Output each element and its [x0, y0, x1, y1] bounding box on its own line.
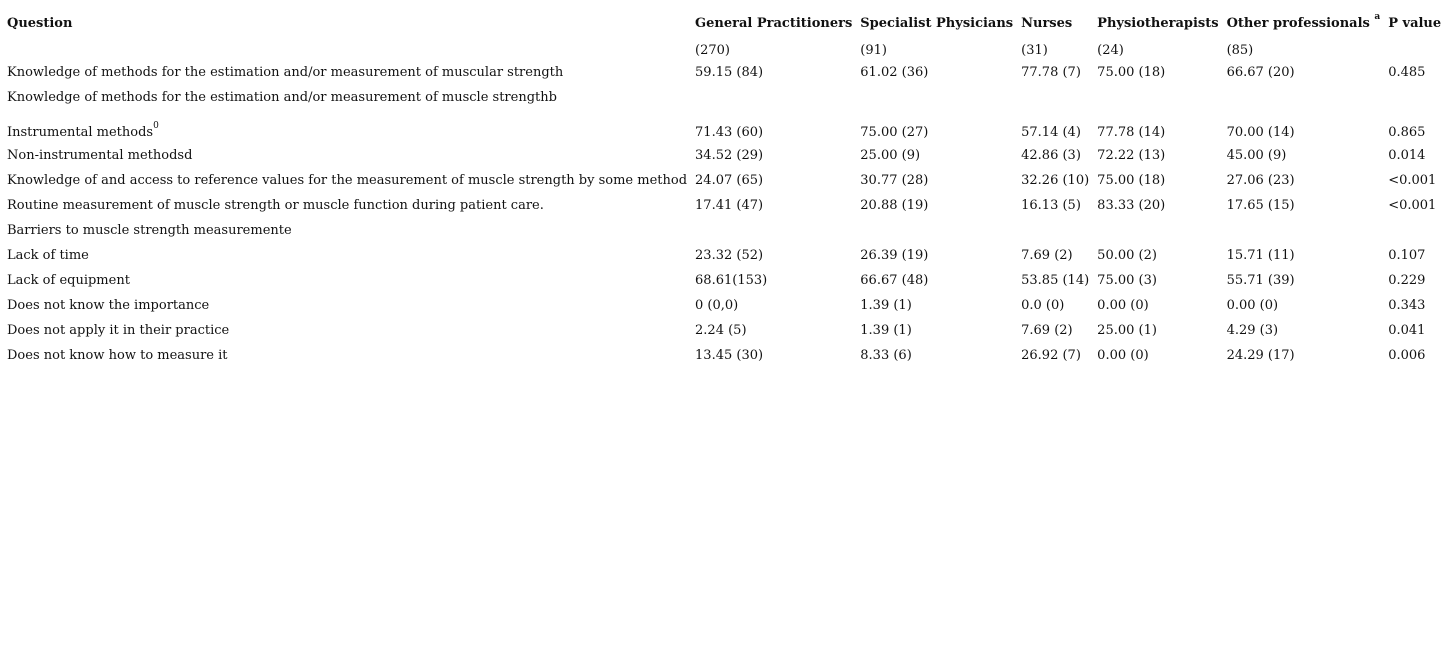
cell-general-practitioners: 71.43 (60) — [695, 125, 764, 140]
cell-other-professionals: 15.71 (11) — [1226, 248, 1295, 263]
row-question-label: Instrumental methods — [7, 125, 154, 140]
cell-specialist-physicians: 1.39 (1) — [860, 323, 912, 338]
table-row — [3, 168, 1445, 193]
cell-physiotherapists — [1093, 85, 1222, 110]
cell-p-value: 0.107 — [1388, 248, 1426, 263]
header-specialist-physicians: Specialist Physicians — [860, 16, 1014, 31]
cell-other-professionals: 24.29 (17) — [1226, 348, 1295, 363]
cell-other-professionals: 70.00 (14) — [1226, 125, 1295, 140]
cell-other-professionals: 55.71 (39) — [1226, 273, 1295, 288]
row-question: Knowledge of methods for the estimation and/or measurement of muscular strength — [7, 65, 564, 80]
cell-physiotherapists — [1093, 218, 1222, 243]
cell-other-professionals: 45.00 (9) — [1226, 148, 1287, 163]
table-row — [3, 60, 1445, 85]
cell-general-practitioners — [691, 85, 856, 110]
cell-p-value: 0.485 — [1388, 65, 1426, 80]
cell-nurses: 7.69 (2) — [1021, 323, 1073, 338]
cell-general-practitioners: 34.52 (29) — [695, 148, 764, 163]
cell-p-value: 0.229 — [1388, 273, 1426, 288]
cell-physiotherapists: 83.33 (20) — [1097, 198, 1166, 213]
cell-specialist-physicians: 25.00 (9) — [860, 148, 921, 163]
header-row — [3, 5, 1445, 34]
cell-other-professionals: 27.06 (23) — [1226, 173, 1295, 188]
row-question: Lack of time — [7, 248, 89, 263]
table-row — [3, 143, 1445, 168]
cell-nurses — [1017, 85, 1093, 110]
cell-specialist-physicians: 1.39 (1) — [860, 298, 912, 313]
header-other-professionals-footnote: a — [1374, 12, 1381, 22]
cell-general-practitioners: 17.41 (47) — [695, 198, 764, 213]
results-table — [3, 5, 1445, 368]
row-question: Barriers to muscle strength measuremente — [7, 223, 292, 238]
n-general-practitioners: (270) — [695, 43, 730, 58]
n-other-professionals: (85) — [1226, 43, 1254, 58]
cell-specialist-physicians — [856, 85, 1017, 110]
cell-general-practitioners: 0 (0,0) — [695, 298, 739, 313]
cell-other-professionals: 0.00 (0) — [1226, 298, 1279, 313]
cell-physiotherapists: 25.00 (1) — [1097, 323, 1157, 338]
cell-other-professionals: 17.65 (15) — [1226, 198, 1295, 213]
cell-p-value: 0.014 — [1388, 148, 1426, 163]
row-question: Knowledge of and access to reference values for the measurement of muscle strength by some method — [7, 173, 688, 188]
cell-nurses: 7.69 (2) — [1021, 248, 1073, 263]
n-p-value-blank — [1384, 34, 1445, 60]
n-nurses: (31) — [1021, 43, 1048, 58]
table-row — [3, 110, 1445, 143]
cell-nurses: 57.14 (4) — [1021, 125, 1081, 140]
table-row — [3, 343, 1445, 368]
cell-general-practitioners: 59.15 (84) — [695, 65, 764, 80]
cell-p-value: <0.001 — [1388, 173, 1437, 188]
n-specialist-physicians: (91) — [860, 43, 887, 58]
n-physiotherapists: (24) — [1097, 43, 1124, 58]
cell-nurses: 16.13 (5) — [1021, 198, 1081, 213]
table-row — [3, 85, 1445, 110]
cell-nurses — [1017, 218, 1093, 243]
header-nurses: Nurses — [1021, 16, 1073, 31]
header-p-value: P value — [1388, 16, 1442, 31]
cell-p-value: 0.343 — [1388, 298, 1426, 313]
table-row — [3, 318, 1445, 343]
cell-other-professionals: 4.29 (3) — [1226, 323, 1279, 338]
sample-size-blank — [3, 34, 691, 60]
row-question-footnote: 0 — [153, 121, 159, 131]
row-question: Does not apply it in their practice — [7, 323, 230, 338]
table-row — [3, 218, 1445, 243]
cell-nurses: 32.26 (10) — [1021, 173, 1090, 188]
cell-physiotherapists: 77.78 (14) — [1097, 125, 1166, 140]
cell-general-practitioners: 2.24 (5) — [695, 323, 747, 338]
header-question: Question — [7, 16, 73, 31]
cell-specialist-physicians: 30.77 (28) — [860, 173, 929, 188]
cell-specialist-physicians: 61.02 (36) — [860, 65, 929, 80]
header-other-professionals — [1223, 5, 1385, 34]
cell-physiotherapists: 75.00 (18) — [1097, 65, 1166, 80]
row-question: Does not know the importance — [7, 298, 210, 313]
header-other-professionals-label: Other professionals — [1226, 16, 1370, 31]
row-question: Knowledge of methods for the estimation and/or measurement of muscle strengthb — [7, 90, 557, 105]
cell-p-value: 0.865 — [1388, 125, 1426, 140]
row-question: Routine measurement of muscle strength or muscle function during patient care. — [7, 198, 544, 213]
cell-specialist-physicians: 8.33 (6) — [860, 348, 912, 363]
row-question: Non-instrumental methodsd — [7, 148, 193, 163]
cell-other-professionals — [1223, 85, 1385, 110]
header-general-practitioners: General Practitioners — [695, 16, 853, 31]
table-row — [3, 268, 1445, 293]
table-row — [3, 243, 1445, 268]
cell-p-value — [1384, 85, 1445, 110]
cell-general-practitioners: 23.32 (52) — [695, 248, 764, 263]
cell-specialist-physicians: 66.67 (48) — [860, 273, 929, 288]
cell-physiotherapists: 0.00 (0) — [1097, 298, 1149, 313]
table-row — [3, 193, 1445, 218]
cell-general-practitioners: 24.07 (65) — [695, 173, 764, 188]
row-question: Lack of equipment — [7, 273, 130, 288]
cell-nurses: 42.86 (3) — [1021, 148, 1081, 163]
cell-specialist-physicians — [856, 218, 1017, 243]
cell-physiotherapists: 75.00 (18) — [1097, 173, 1166, 188]
row-question — [3, 110, 691, 143]
cell-specialist-physicians: 75.00 (27) — [860, 125, 929, 140]
cell-physiotherapists: 72.22 (13) — [1097, 148, 1166, 163]
cell-physiotherapists: 50.00 (2) — [1097, 248, 1157, 263]
row-question: Does not know how to measure it — [7, 348, 228, 363]
cell-p-value — [1384, 218, 1445, 243]
cell-specialist-physicians: 26.39 (19) — [860, 248, 929, 263]
cell-nurses: 26.92 (7) — [1021, 348, 1081, 363]
cell-nurses: 53.85 (14) — [1021, 273, 1090, 288]
cell-general-practitioners: 68.61(153) — [695, 273, 768, 288]
cell-other-professionals: 66.67 (20) — [1226, 65, 1295, 80]
cell-physiotherapists: 75.00 (3) — [1097, 273, 1157, 288]
cell-p-value: 0.006 — [1388, 348, 1426, 363]
cell-general-practitioners — [691, 218, 856, 243]
cell-general-practitioners: 13.45 (30) — [695, 348, 764, 363]
cell-nurses: 0.0 (0) — [1021, 298, 1065, 313]
table-row — [3, 293, 1445, 318]
cell-p-value: <0.001 — [1388, 198, 1437, 213]
cell-nurses: 77.78 (7) — [1021, 65, 1081, 80]
cell-physiotherapists: 0.00 (0) — [1097, 348, 1149, 363]
sample-size-row — [3, 34, 1445, 60]
cell-p-value: 0.041 — [1388, 323, 1426, 338]
header-physiotherapists: Physiotherapists — [1097, 16, 1219, 31]
cell-other-professionals — [1223, 218, 1385, 243]
cell-specialist-physicians: 20.88 (19) — [860, 198, 929, 213]
